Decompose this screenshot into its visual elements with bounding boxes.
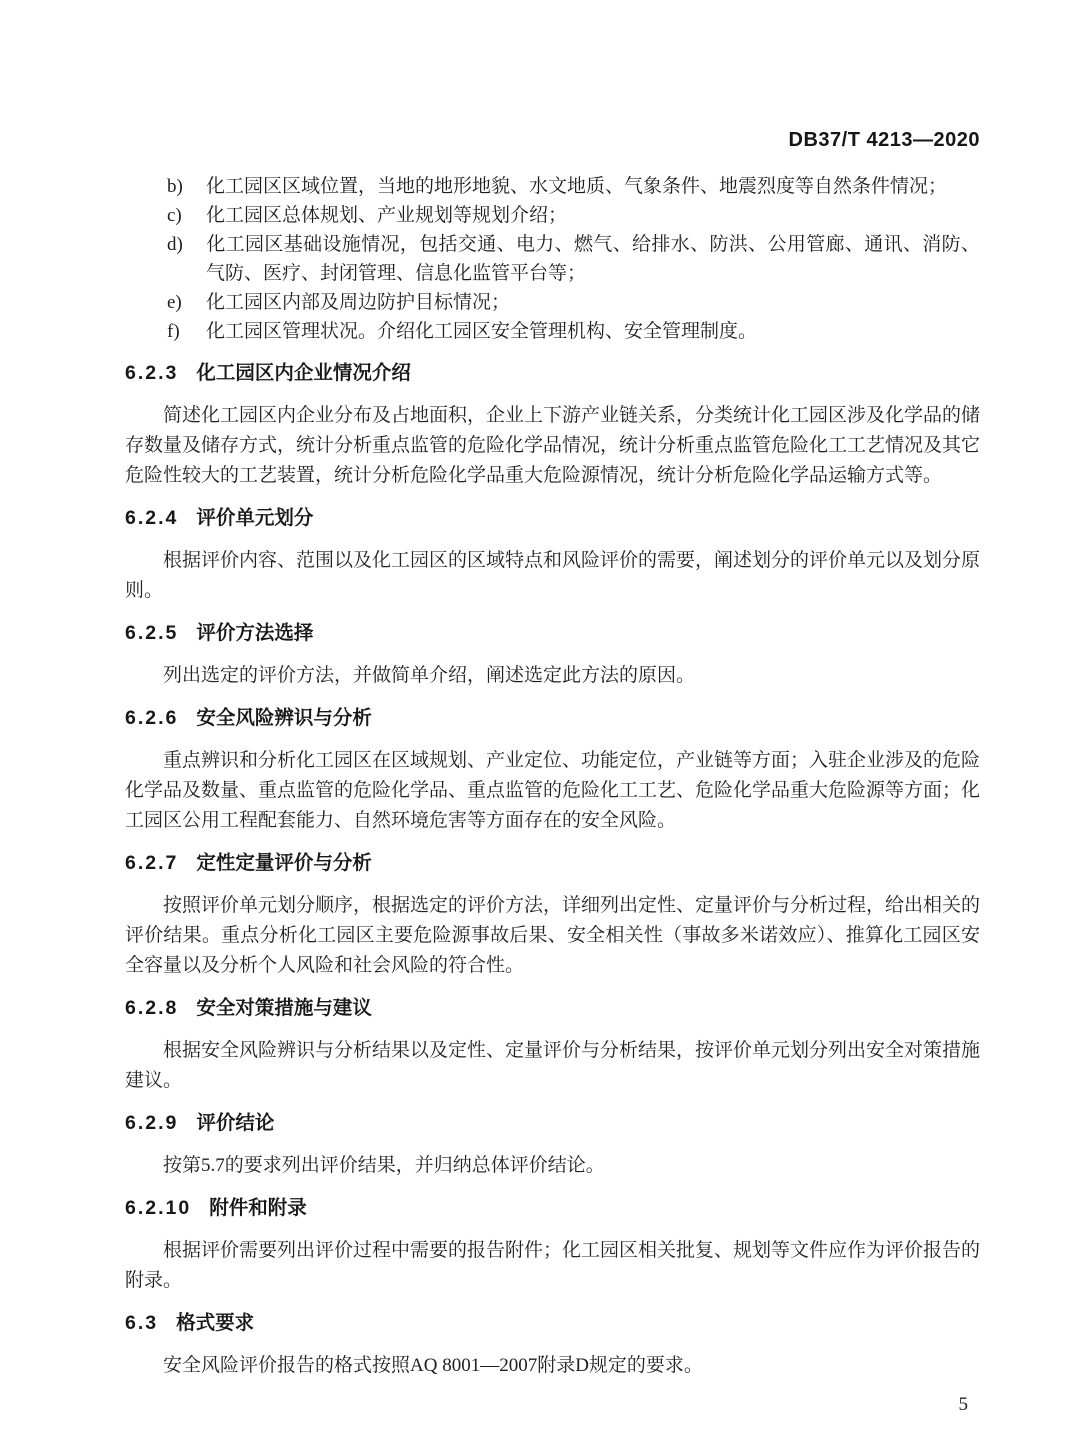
standard-code: DB37/T 4213—2020 bbox=[788, 129, 980, 151]
clause-list bbox=[125, 172, 980, 346]
section-heading bbox=[125, 704, 980, 733]
list-item-text: 化工园区管理状况。介绍化工园区安全管理机构、安全管理制度。 bbox=[206, 321, 758, 342]
section-heading bbox=[125, 1309, 980, 1338]
list-item-text: 化工园区基础设施情况，包括交通、电力、燃气、给排水、防洪、公用管廊、通讯、消防、气防、医疗、封闭管理、信息化监管平台等； bbox=[206, 234, 980, 284]
section-paragraph: 简述化工园区内企业分布及占地面积，企业上下游产业链关系，分类统计化工园区涉及化学品的储存数量及储存方式，统计分析重点监管的危险化学品情况，统计分析重点监管危险化工工艺情况及其它危险性较大的工艺装置，统计分析危险化学品重大危险源情况，统计分析危险化学品运输方式等。 bbox=[125, 405, 981, 486]
section-6-2-10 bbox=[125, 1194, 980, 1296]
list-item bbox=[125, 317, 980, 346]
section-title: 附件和附录 bbox=[209, 1197, 307, 1219]
list-item-text: 化工园区总体规划、产业规划等规划介绍； bbox=[206, 205, 568, 226]
list-item-text: 化工园区内部及周边防护目标情况； bbox=[206, 292, 511, 313]
page-footer bbox=[959, 1394, 969, 1416]
section-heading bbox=[125, 619, 980, 648]
section-paragraph: 重点辨识和分析化工园区在区域规划、产业定位、功能定位，产业链等方面；入驻企业涉及的危险化学品及数量、重点监管的危险化学品、重点监管的危险化工工艺、危险化学品重大危险源等方面；化工园区公用工程配套能力、自然环境危害等方面存在的安全风险。 bbox=[125, 750, 981, 831]
section-6-3 bbox=[125, 1309, 980, 1381]
section-6-2-7 bbox=[125, 849, 980, 981]
section-paragraph: 安全风险评价报告的格式按照AQ 8001—2007附录D规定的要求。 bbox=[163, 1355, 703, 1376]
list-item bbox=[125, 230, 980, 288]
section-heading bbox=[125, 1109, 980, 1138]
section-title: 评价方法选择 bbox=[196, 622, 314, 644]
section-paragraph: 按第5.7的要求列出评价结果，并归纳总体评价结论。 bbox=[163, 1155, 605, 1176]
list-item-label: c) bbox=[167, 205, 182, 226]
section-paragraph: 根据安全风险辨识与分析结果以及定性、定量评价与分析结果，按评价单元划分列出安全对策措施建议。 bbox=[125, 1040, 981, 1091]
section-heading bbox=[125, 1194, 980, 1223]
section-heading bbox=[125, 359, 980, 388]
section-6-2-4 bbox=[125, 504, 980, 606]
page-number: 5 bbox=[958, 1394, 968, 1415]
list-item bbox=[125, 201, 980, 230]
page-header bbox=[125, 0, 980, 152]
section-title: 定性定量评价与分析 bbox=[196, 852, 372, 874]
list-item-text: 化工园区区域位置，当地的地形地貌、水文地质、气象条件、地震烈度等自然条件情况； bbox=[206, 176, 948, 197]
section-number: 6.2.7 bbox=[125, 852, 179, 874]
section-6-2-8 bbox=[125, 994, 980, 1096]
section-number: 6.2.10 bbox=[125, 1197, 192, 1219]
section-title: 化工园区内企业情况介绍 bbox=[196, 362, 411, 384]
list-item bbox=[125, 288, 980, 317]
section-title: 安全风险辨识与分析 bbox=[196, 707, 372, 729]
section-paragraph: 根据评价内容、范围以及化工园区的区域特点和风险评价的需要，阐述划分的评价单元以及划分原则。 bbox=[125, 550, 981, 601]
section-number: 6.3 bbox=[125, 1312, 159, 1334]
section-title: 格式要求 bbox=[176, 1312, 255, 1334]
section-6-2-3 bbox=[125, 359, 980, 491]
section-number: 6.2.5 bbox=[125, 622, 179, 644]
section-number: 6.2.3 bbox=[125, 362, 179, 384]
section-6-2-5 bbox=[125, 619, 980, 691]
section-6-2-6 bbox=[125, 704, 980, 836]
section-paragraph: 根据评价需要列出评价过程中需要的报告附件；化工园区相关批复、规划等文件应作为评价报告的附录。 bbox=[125, 1240, 981, 1291]
section-heading bbox=[125, 504, 980, 533]
section-heading bbox=[125, 994, 980, 1023]
section-number: 6.2.6 bbox=[125, 707, 179, 729]
section-number: 6.2.9 bbox=[125, 1112, 179, 1134]
list-item-label: e) bbox=[167, 292, 182, 313]
section-title: 安全对策措施与建议 bbox=[196, 997, 372, 1019]
section-heading bbox=[125, 849, 980, 878]
list-item bbox=[125, 172, 980, 201]
section-title: 评价单元划分 bbox=[196, 507, 314, 529]
section-paragraph: 按照评价单元划分顺序，根据选定的评价方法，详细列出定性、定量评价与分析过程，给出相关的评价结果。重点分析化工园区主要危险源事故后果、安全相关性（事故多米诺效应）、推算化工园区安全容量以及分析个人风险和社会风险的符合性。 bbox=[125, 895, 981, 976]
section-paragraph: 列出选定的评价方法，并做简单介绍，阐述选定此方法的原因。 bbox=[163, 665, 696, 686]
section-number: 6.2.4 bbox=[125, 507, 179, 529]
page-content bbox=[125, 0, 980, 1381]
section-title: 评价结论 bbox=[196, 1112, 275, 1134]
section-6-2-9 bbox=[125, 1109, 980, 1181]
list-item-label: f) bbox=[167, 321, 180, 342]
list-item-label: d) bbox=[167, 234, 183, 255]
list-item-label: b) bbox=[167, 176, 183, 197]
section-number: 6.2.8 bbox=[125, 997, 179, 1019]
